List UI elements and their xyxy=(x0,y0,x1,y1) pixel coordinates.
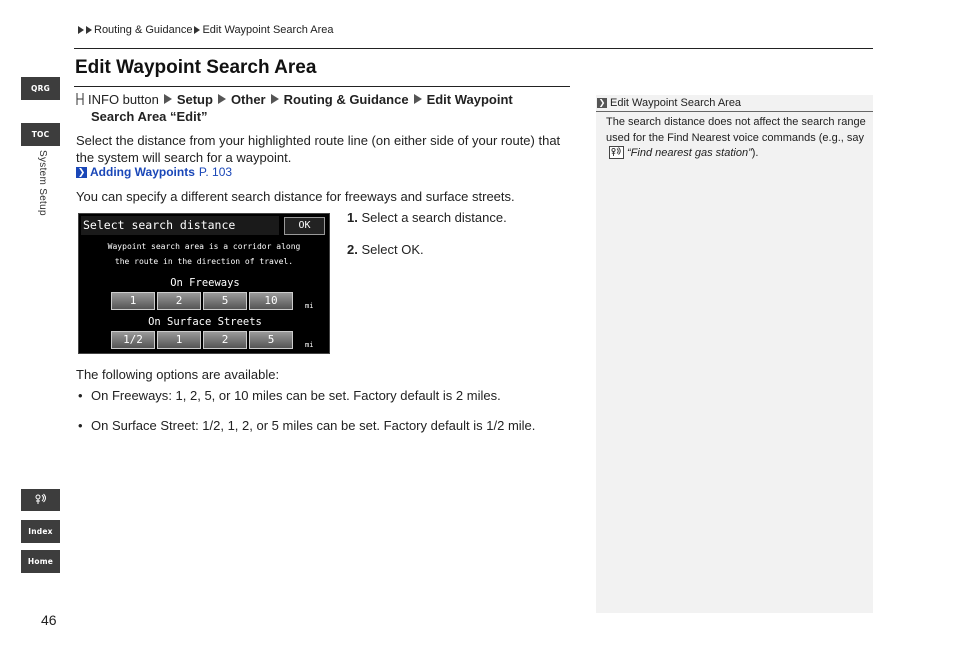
screen-surface-option: 1 xyxy=(157,331,201,349)
side-note-panel xyxy=(596,95,873,613)
title-divider xyxy=(74,86,570,87)
bullet-icon: • xyxy=(78,418,83,433)
path-arrow-icon xyxy=(414,94,422,104)
bullet-icon: • xyxy=(78,388,83,403)
qrg-tab[interactable] xyxy=(21,77,60,100)
screen-freeway-option: 10 xyxy=(249,292,293,310)
voice-command-icon xyxy=(609,146,624,159)
nav-screen-image xyxy=(78,213,330,354)
list-item-freeways xyxy=(78,388,501,403)
path-search-area: Search Area “Edit” xyxy=(91,109,208,124)
breadcrumb-arrow-icon xyxy=(194,26,200,34)
path-routing: Routing & Guidance xyxy=(283,92,409,107)
options-intro: The following options are available: xyxy=(76,367,280,382)
voice-command-tab[interactable] xyxy=(21,489,60,511)
xref-page: P. 103 xyxy=(198,165,233,179)
screen-freeway-option: 5 xyxy=(203,292,247,310)
screen-description xyxy=(79,239,329,269)
bullet-2-text: : 1/2, 1, 2, or 5 miles can be set. Factory default is 1/2 mile. xyxy=(195,418,536,433)
page-number: 46 xyxy=(41,612,57,628)
side-note-body: The search distance does not affect the search range used for the Find Nearest voice commands (e.g., say xyxy=(606,116,866,144)
toc-tab-label: TOC xyxy=(31,130,50,139)
screen-surface-options xyxy=(111,331,293,349)
toc-tab[interactable] xyxy=(21,123,60,146)
breadcrumb-arrow-icon xyxy=(78,26,84,34)
bullet-1-term: On Freeways xyxy=(91,388,169,403)
screen-freeways-label: On Freeways xyxy=(170,277,240,289)
screen-desc-line1: Waypoint search area is a corridor along xyxy=(107,242,301,251)
path-arrow-icon xyxy=(271,94,279,104)
screen-surface-option: 1/2 xyxy=(111,331,155,349)
intro-paragraph: Select the distance from your highlighted route line (on either side of your route) that the system will search for a waypoint. xyxy=(76,133,561,165)
path-edit-waypoint: Edit Waypoint xyxy=(426,92,513,107)
bullet-2-term: On Surface Street xyxy=(91,418,196,433)
step-2-number: 2. xyxy=(347,242,358,257)
path-arrow-icon xyxy=(218,94,226,104)
voice-command-icon xyxy=(34,493,48,507)
screen-header: Select search distance xyxy=(81,216,279,235)
cross-reference-link[interactable] xyxy=(76,165,232,179)
page-title: Edit Waypoint Search Area xyxy=(75,57,317,78)
screen-freeway-option: 2 xyxy=(157,292,201,310)
screen-surface-option: 2 xyxy=(203,331,247,349)
index-tab[interactable] xyxy=(21,520,60,543)
breadcrumb-arrow-icon xyxy=(86,26,92,34)
side-note-text xyxy=(606,115,868,162)
screen-desc-line2: the route in the direction of travel. xyxy=(114,257,294,266)
home-tab[interactable] xyxy=(21,550,60,573)
screen-surface-unit: mi xyxy=(305,341,314,349)
screen-surface-label: On Surface Streets xyxy=(148,316,262,328)
side-note-command: “Find nearest gas station” xyxy=(627,147,752,159)
list-item-surface-street xyxy=(78,418,535,433)
link-arrow-icon: ❯ xyxy=(77,166,86,177)
breadcrumb xyxy=(78,24,334,36)
index-tab-label: Index xyxy=(28,527,53,536)
path-other: Other xyxy=(230,92,266,107)
screen-surface-option: 5 xyxy=(249,331,293,349)
xref-label: Adding Waypoints xyxy=(90,165,195,179)
path-info-button: INFO button xyxy=(88,92,159,107)
step-2-text: Select xyxy=(361,242,402,257)
path-arrow-icon xyxy=(164,94,172,104)
hint-icon xyxy=(76,93,84,105)
screen-ok-button: OK xyxy=(284,217,325,235)
screen-freeway-options xyxy=(111,292,293,310)
step-1-number: 1. xyxy=(347,210,358,225)
bullet-1-text: : 1, 2, 5, or 10 miles can be set. Factory default is 2 miles. xyxy=(168,388,501,403)
home-tab-label: Home xyxy=(27,557,54,566)
screen-freeway-option: 1 xyxy=(111,292,155,310)
specify-paragraph: You can specify a different search distance for freeways and surface streets. xyxy=(76,189,515,204)
side-note-heading xyxy=(596,95,873,112)
qrg-tab-label: QRG xyxy=(31,84,50,93)
step-2-end: . xyxy=(420,242,424,257)
breadcrumb-item-routing[interactable]: Routing & Guidance xyxy=(94,24,193,36)
side-note-end: ). xyxy=(751,147,759,159)
step-2 xyxy=(347,242,424,257)
header-divider xyxy=(74,48,873,49)
path-setup: Setup xyxy=(176,92,213,107)
section-side-label: System Setup xyxy=(37,150,48,216)
note-arrow-icon: ❯ xyxy=(598,98,606,107)
breadcrumb-item-current: Edit Waypoint Search Area xyxy=(202,24,334,36)
step-1 xyxy=(347,210,507,225)
step-1-text: Select a search distance. xyxy=(361,210,507,225)
screen-freeway-unit: mi xyxy=(305,302,314,310)
menu-path xyxy=(76,91,566,125)
side-note-title: Edit Waypoint Search Area xyxy=(610,97,742,109)
step-2-ok: OK xyxy=(401,242,421,257)
